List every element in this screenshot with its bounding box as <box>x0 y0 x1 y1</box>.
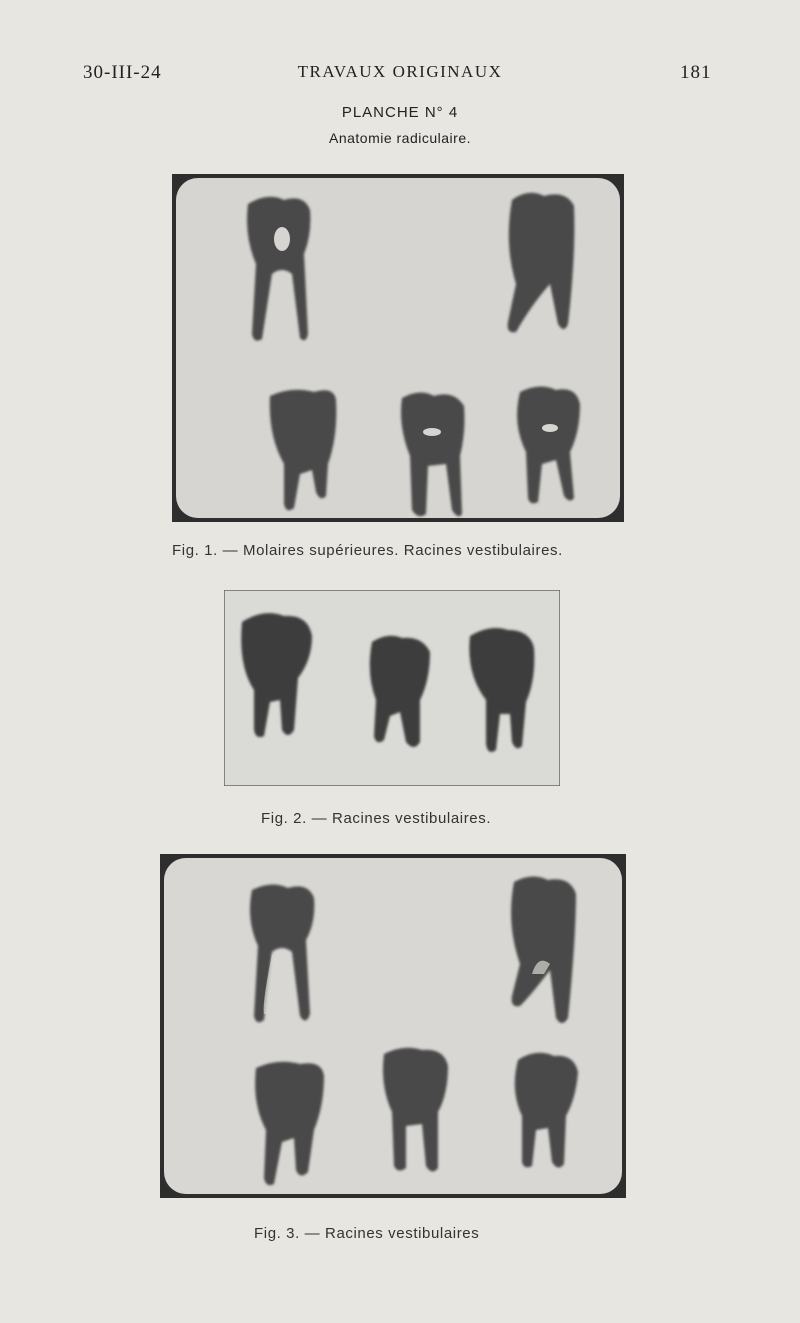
figure-3-caption: Fig. 3. — Racines vestibulaires <box>254 1225 480 1242</box>
figure-1-radiograph <box>172 174 624 522</box>
figure-2-radiograph <box>224 590 560 786</box>
date-header: 30-III-24 <box>83 62 162 83</box>
page-number: 181 <box>680 62 712 83</box>
plate-title: PLANCHE N° 4 <box>341 104 459 121</box>
plate-subtitle: Anatomie radiculaire. <box>328 130 471 146</box>
running-title: TRAVAUX ORIGINAUX <box>297 62 503 81</box>
figure-3-radiograph <box>160 854 626 1198</box>
figure-1-caption: Fig. 1. — Molaires supérieures. Racines vestibulaires. <box>172 542 563 559</box>
figure-2-caption: Fig. 2. — Racines vestibulaires. <box>261 810 492 827</box>
